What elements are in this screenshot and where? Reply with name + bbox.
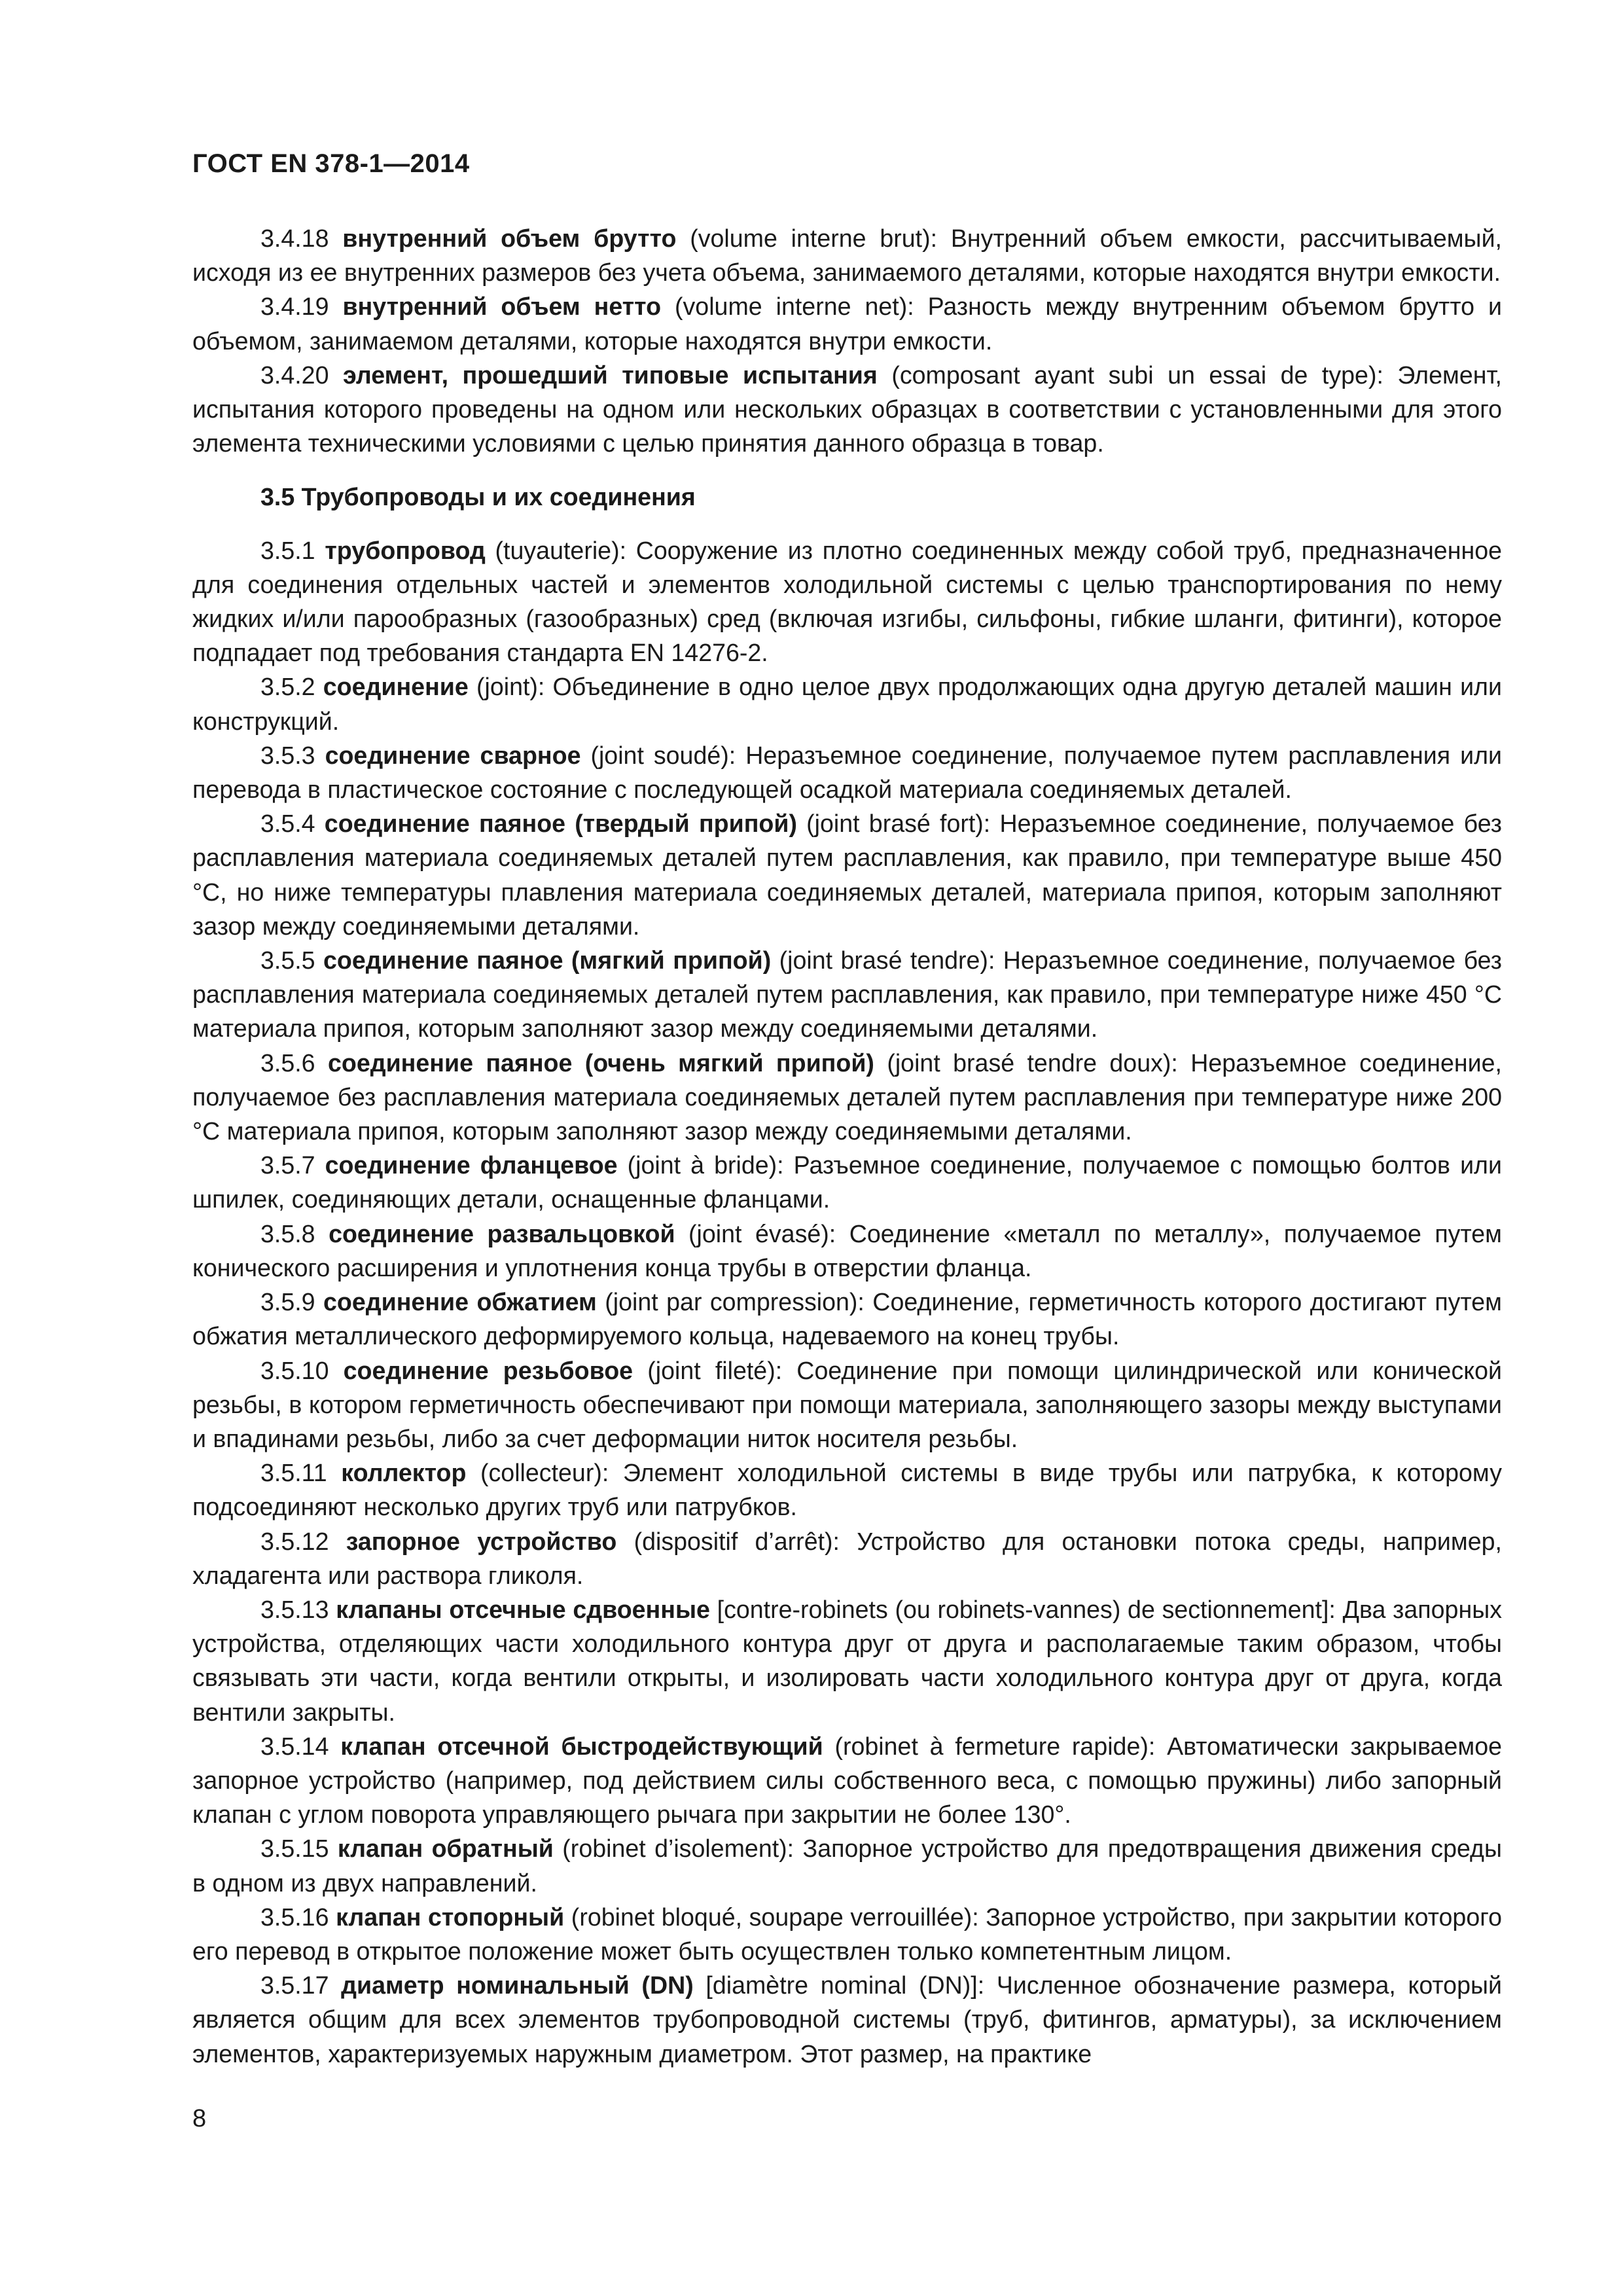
definition-entry (192, 533, 1502, 670)
entry-number: 3.5.14 (260, 1732, 329, 1760)
entry-term: трубопровод (325, 536, 486, 564)
entry-number: 3.4.18 (260, 224, 329, 252)
entry-number: 3.5.12 (260, 1527, 329, 1555)
definition-entry (192, 1831, 1502, 1899)
definition-entry (192, 358, 1502, 461)
entry-number: 3.5.15 (260, 1835, 329, 1863)
definition-entry (192, 1968, 1502, 2071)
entry-definition: (collecteur): Элемент холодильной системы в виде трубы или патрубка, к которому подсоединяют несколько других труб или патрубков. (192, 1459, 1502, 1521)
entry-term: запорное устройство (346, 1527, 617, 1555)
definition-entry (192, 943, 1502, 1046)
entry-number: 3.5.9 (260, 1288, 315, 1316)
document-header: ГОСТ EN 378-1—2014 (192, 149, 470, 178)
entry-term: клапан стопорный (336, 1903, 565, 1931)
entry-definition: [contre-robinets (ou robinets-vannes) de sectionnement]: Два запорных устройства, отделяющих части холодильного контура друг от друга и располагаемые таким образом, чтобы связывать эти части, когда вентили открыты, и изолировать части холодильного контура друг от друга, когда вентили закрыты. (192, 1595, 1502, 1726)
entry-definition: (composant ayant subi un essai de type): Элемент, испытания которого проведены на одном или нескольких образцах в соответствии с установленными для этого элемента техническими условиями с целью принятия данного образца в товар. (192, 361, 1502, 457)
entry-term: соединение паяное (твердый припой) (324, 810, 797, 838)
entry-definition: (joint brasé tendre): Неразъемное соединение, получаемое без расплавления материала соединяемых деталей путем расплавления, как правило, при температуре ниже 450 °С материала припоя, которым заполняют зазор между соединяемыми деталями. (192, 946, 1502, 1043)
definition-entry (192, 738, 1502, 806)
page-number: 8 (192, 2105, 207, 2132)
definition-entry (192, 221, 1502, 289)
entry-term: диаметр номинальный (DN) (341, 1971, 694, 2000)
entry-definition: (joint à bride): Разъемное соединение, получаемое с помощью болтов или шпилек, соединяющих детали, оснащенные фланцами. (192, 1151, 1502, 1213)
entry-number: 3.5.13 (260, 1595, 329, 1623)
entry-term: соединение фланцевое (325, 1151, 618, 1179)
entry-term: внутренний объем брутто (342, 224, 677, 252)
definition-entry (192, 1046, 1502, 1149)
document-body (192, 221, 1502, 2071)
entry-term: коллектор (341, 1459, 467, 1487)
entry-definition: (robinet à fermeture rapide): Автоматически закрываемое запорное устройство (например, под действием силы собственного веса, с помощью пружины) либо запорный клапан с углом поворота управляющего рычага при закрытии не более 130°. (192, 1732, 1502, 1829)
entry-number: 3.5.3 (260, 741, 315, 769)
entry-definition: (robinet bloqué, soupape verrouillée): Запорное устройство, при закрытии которого его перевод в открытое положение может быть осуществлен только компетентным лицом. (192, 1903, 1502, 1965)
definition-entry (192, 1524, 1502, 1592)
definition-entry (192, 289, 1502, 357)
entry-definition: (joint fileté): Соединение при помощи цилиндрической или конической резьбы, в котором герметичность обеспечивают при помощи материала, заполняющего зазоры между выступами и впадинами резьбы, либо за счет деформации ниток носителя резьбы. (192, 1356, 1502, 1452)
entry-number: 3.5.4 (260, 810, 315, 838)
entry-number: 3.4.19 (260, 293, 329, 321)
entry-definition: [diamètre nominal (DN)]: Численное обозначение размера, который является общим для всех элементов трубопроводной системы (труб, фитингов, арматуры), за исключением элементов, характеризуемых наружным диаметром. Этот размер, на практике (192, 1971, 1502, 2068)
entry-term: клапан обратный (337, 1835, 554, 1863)
entry-term: соединение (323, 673, 469, 701)
entry-term: соединение паяное (мягкий припой) (323, 946, 772, 975)
entry-definition: (volume interne brut): Внутренний объем емкости, рассчитываемый, исходя из ее внутренних размеров без учета объема, занимаемого деталями, которые находятся внутри емкости. (192, 224, 1503, 287)
definition-entry (192, 806, 1502, 943)
entry-term: соединение паяное (очень мягкий припой) (327, 1049, 874, 1077)
definition-entry (192, 1148, 1502, 1216)
entry-number: 3.5.2 (260, 673, 315, 701)
entry-definition: (joint): Объединение в одно целое двух продолжающих одна другую деталей машин или конструкций. (192, 673, 1502, 735)
definition-entry (192, 1217, 1502, 1285)
entry-definition: (joint évasé): Соединение «металл по металлу», получаемое путем конического расширения и уплотнения конца трубы в отверстии фланца. (192, 1219, 1502, 1282)
definition-entry (192, 1900, 1502, 1968)
entry-number: 3.5.1 (260, 536, 315, 564)
entry-number: 3.5.8 (260, 1219, 315, 1247)
entry-term: соединение резьбовое (343, 1356, 633, 1384)
definition-entry (192, 1592, 1502, 1729)
entry-number: 3.5.17 (260, 1971, 329, 2000)
entry-number: 3.5.6 (260, 1049, 315, 1077)
entry-definition: (joint par compression): Соединение, герметичность которого достигают путем обжатия металлического деформируемого кольца, надеваемого на конец трубы. (192, 1288, 1502, 1350)
entry-term: элемент, прошедший типовые испытания (343, 361, 878, 389)
entry-definition: (joint brasé tendre doux): Неразъемное соединение, получаемое без расплавления материала соединяемых деталей путем расплавления при температуре ниже 200 °С материала припоя, которым заполняют зазор между соединяемыми деталями. (192, 1049, 1502, 1145)
entry-term: соединение развальцовкой (329, 1219, 675, 1247)
entries-group-3-5 (192, 533, 1502, 2071)
entry-definition: (joint soudé): Неразъемное соединение, получаемое путем расплавления или перевода в пластическое состояние с последующей осадкой материала соединяемых деталей. (192, 741, 1502, 804)
definition-entry (192, 1354, 1502, 1456)
entry-number: 3.5.7 (260, 1151, 315, 1179)
entry-definition: (robinet d’isolement): Запорное устройство для предотвращения движения среды в одном из двух направлений. (192, 1835, 1502, 1897)
entry-definition: (tuyauterie): Сооружение из плотно соединенных между собой труб, предназначенное для соединения отдельных частей и элементов холодильной системы с целью транспортирования по нему жидких и/или парообразных (газообразных) сред (включая изгибы, сильфоны, гибкие шланги, фитинги), которое подпадает под требования стандарта EN 14276-2. (192, 536, 1502, 667)
entry-term: соединение обжатием (323, 1288, 597, 1316)
entry-definition: (dispositif d’arrêt): Устройство для остановки потока среды, например, хладагента или раствора гликоля. (192, 1527, 1502, 1589)
definition-entry (192, 1285, 1502, 1353)
entry-number: 3.4.20 (260, 361, 329, 389)
entry-number: 3.5.11 (260, 1459, 327, 1487)
entry-term: внутренний объем нетто (342, 293, 662, 321)
entry-definition: (joint brasé fort): Неразъемное соединение, получаемое без расплавления материала соединяемых деталей путем расплавления, как правило, при температуре выше 450 °С, но ниже температуры плавления материала соединяемых деталей, материала припоя, которым заполняют зазор между соединяемыми деталями. (192, 810, 1502, 940)
entry-term: соединение сварное (325, 741, 581, 769)
entry-number: 3.5.16 (260, 1903, 329, 1931)
entry-term: клапан отсечной быстродействующий (340, 1732, 823, 1760)
entry-term: клапаны отсечные сдвоенные (336, 1595, 710, 1623)
definition-entry (192, 1456, 1502, 1524)
definition-entry (192, 1729, 1502, 1832)
entry-number: 3.5.10 (260, 1356, 329, 1384)
entry-definition: (volume interne net): Разность между внутренним объемом брутто и объемом, занимаемом деталями, которые находятся внутри емкости. (192, 293, 1502, 355)
entry-number: 3.5.5 (260, 946, 315, 975)
section-title: 3.5 Трубопроводы и их соединения (260, 483, 696, 511)
entries-group-3-4 (192, 221, 1502, 460)
definition-entry (192, 670, 1502, 738)
